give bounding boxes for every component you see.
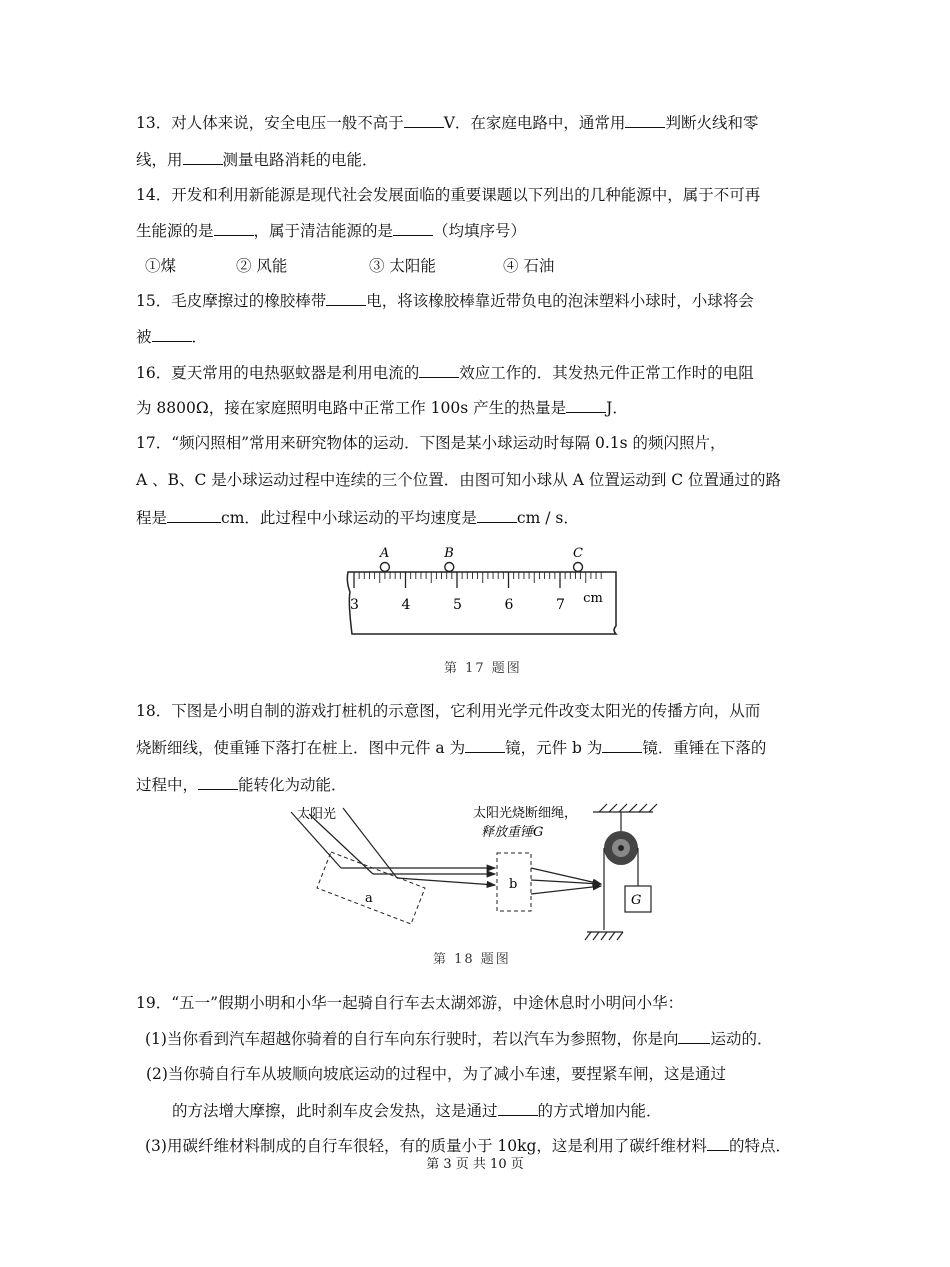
q15-line-2	[136, 326, 207, 347]
text: 的方法增大摩擦，此时刹车皮会发热，这是通过	[172, 1102, 498, 1120]
element-b-label: b	[509, 877, 518, 892]
q14-option-2: ② 风能	[236, 257, 288, 275]
answer-blank[interactable]	[393, 220, 433, 236]
q16-line-1	[136, 362, 754, 383]
ball-position	[445, 563, 454, 572]
ruler-number: 4	[401, 597, 411, 613]
answer-blank[interactable]	[625, 112, 665, 128]
answer-blank[interactable]	[326, 290, 366, 306]
text: 镜，元件 b 为	[505, 739, 603, 757]
burn-label-2: 释放重锤G	[481, 825, 544, 840]
ruler-unit: cm	[583, 591, 603, 606]
q13-line-2	[136, 149, 378, 170]
answer-blank[interactable]	[167, 507, 221, 523]
conv-ray-3	[531, 886, 601, 894]
text: 被	[136, 328, 152, 346]
q19-sub-1	[145, 1028, 772, 1049]
text: （均填序号）	[433, 222, 527, 240]
text: 15．毛皮摩擦过的橡胶棒带	[136, 292, 327, 310]
q19-sub-2: (2)当你骑自行车从坡顺向坡底运动的过程中，为了减小车速，要捏紧车闸，这是通过	[146, 1065, 726, 1083]
text: 的方式增加内能．	[537, 1102, 662, 1120]
q19-line-1: 19．“五一”假期小明和小华一起骑自行车去太湖郊游，中途休息时小明问小华：	[136, 994, 684, 1012]
ground-support	[585, 932, 623, 940]
text: 运动的．	[710, 1030, 773, 1048]
q14-line-1: 14．开发和利用新能源是现代社会发展面临的重要课题以下列出的几种能源中，属于不可再	[136, 186, 761, 204]
q17-line-3	[136, 507, 579, 528]
ray-out-3	[397, 878, 495, 885]
text: 的特点．	[728, 1137, 791, 1155]
text: 线，用	[136, 151, 183, 169]
text: J．	[606, 399, 628, 417]
q14-option-4: ④ 石油	[503, 257, 555, 275]
text: 镜．重锤在下落的	[642, 739, 767, 757]
answer-blank[interactable]	[404, 112, 444, 128]
ruler-body	[347, 572, 616, 634]
text: (1)当你看到汽车超越你骑着的自行车向东行驶时，若以汽车为参照物，你是向	[145, 1030, 679, 1048]
weight-label: G	[631, 893, 642, 908]
ray-in-2	[309, 814, 373, 874]
text: 生能源的是	[136, 222, 214, 240]
sunlight-label: 太阳光	[297, 807, 337, 822]
answer-blank[interactable]	[152, 326, 192, 342]
ruler-figure	[340, 540, 625, 640]
ruler-number: 6	[504, 597, 514, 613]
q19-sub-2-cont	[172, 1100, 662, 1121]
text: 过程中，	[136, 776, 199, 794]
answer-blank[interactable]	[419, 362, 459, 378]
burn-label-1: 太阳光烧断细绳，	[473, 806, 578, 821]
pulley-axle	[618, 845, 624, 851]
answer-blank[interactable]	[183, 149, 223, 165]
q17-line-2: A 、B、C 是小球运动过程中连续的三个位置．由图可知小球从 A 位置运动到 C 位置通过的路	[136, 471, 782, 489]
answer-blank[interactable]	[198, 774, 238, 790]
ball-label: A	[379, 546, 390, 561]
q14-line-2	[136, 220, 526, 241]
q15-line-1	[136, 290, 754, 311]
text: 效应工作的．其发热元件正常工作时的电阻	[459, 364, 754, 382]
text: 13．对人体来说，安全电压一般不高于	[136, 114, 404, 132]
element-a-box	[317, 852, 425, 924]
text: 16．夏天常用的电热驱蚊器是利用电流的	[136, 364, 420, 382]
figure-18-caption: 第 18 题图	[433, 952, 511, 967]
text: 判断火线和零	[665, 114, 759, 132]
ball-position	[574, 563, 583, 572]
figure-17-caption: 第 17 题图	[444, 661, 522, 676]
answer-blank[interactable]	[477, 507, 517, 523]
text: cm．此过程中小球运动的平均速度是	[221, 509, 477, 527]
text: 烧断细线，使重锤下落打在桩上．图中元件 a 为	[136, 739, 466, 757]
answer-blank[interactable]	[678, 1028, 710, 1044]
q14-option-3: ③ 太阳能	[369, 257, 436, 275]
pile-driver-figure	[285, 800, 665, 945]
page-footer: 第 3 页 共 10 页	[426, 1157, 524, 1172]
q18-line-1: 18．下图是小明自制的游戏打桩机的示意图，它利用光学元件改变太阳光的传播方向，从而	[136, 702, 761, 720]
text: cm / s．	[516, 509, 579, 527]
text: 程是	[136, 509, 168, 527]
q18-line-3	[136, 774, 347, 795]
ball-position	[380, 563, 389, 572]
q13-line-1	[136, 112, 758, 133]
ruler-number: 3	[350, 597, 359, 613]
answer-blank[interactable]	[566, 397, 606, 413]
answer-blank[interactable]	[214, 220, 254, 236]
text: 电，将该橡胶棒靠近带负电的泡沫塑料小球时，小球将会	[366, 292, 754, 310]
answer-blank[interactable]	[707, 1135, 729, 1151]
q17-line-1: 17．“频闪照相”常用来研究物体的运动．下图是某小球运动时每隔 0.1s 的频闪照片，	[136, 434, 726, 452]
reflected-rays	[341, 868, 495, 885]
ruler-number: 7	[556, 597, 565, 613]
text: V．在家庭电路中，通常用	[443, 114, 626, 132]
answer-blank[interactable]	[602, 737, 642, 753]
ball-label: B	[444, 546, 454, 561]
text: 能转化为动能．	[238, 776, 347, 794]
answer-blank[interactable]	[498, 1100, 538, 1116]
text: ，属于清洁能源的是	[253, 222, 394, 240]
ball-label: C	[573, 546, 583, 561]
q14-option-1: ①煤	[145, 257, 177, 275]
text: 测量电路消耗的电能．	[222, 151, 378, 169]
text: (3)用碳纤维材料制成的自行车很轻，有的质量小于 10kg，这是利用了碳纤维材料	[145, 1137, 707, 1155]
converging-rays	[531, 868, 601, 894]
answer-blank[interactable]	[465, 737, 505, 753]
text: 为 8800Ω，接在家庭照明电路中正常工作 100s 产生的热量是	[136, 399, 567, 417]
element-a-label: a	[365, 891, 373, 906]
ruler-number: 5	[453, 597, 462, 613]
q16-line-2	[136, 397, 628, 418]
q18-line-2	[136, 737, 766, 758]
text: ．	[191, 328, 208, 346]
